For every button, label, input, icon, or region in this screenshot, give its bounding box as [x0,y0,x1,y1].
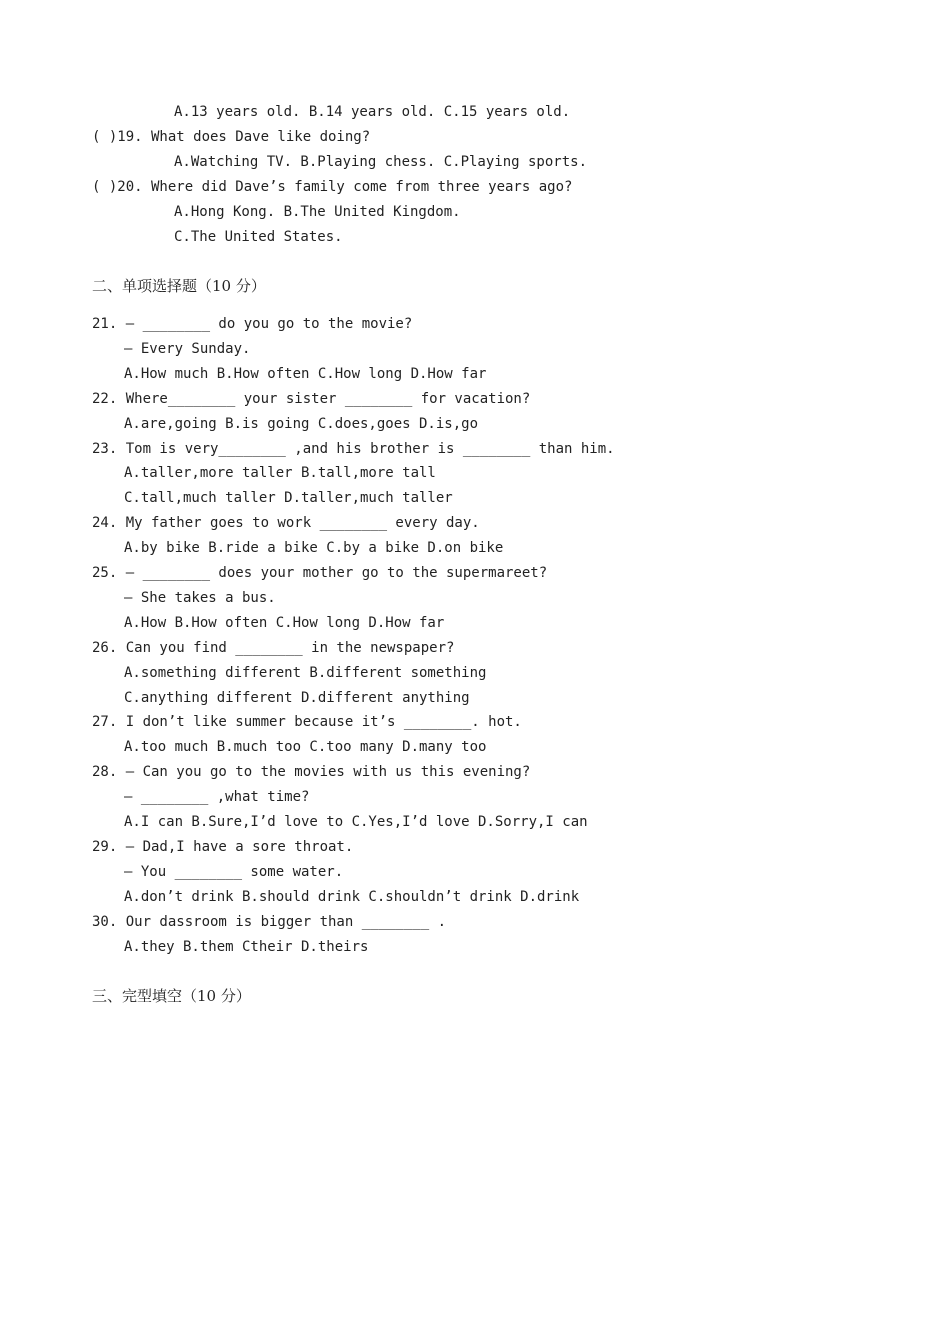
question-line-option: — ________ ,what time? [124,789,310,805]
question-line-option: A.taller,more taller B.tall,more tall [124,465,436,481]
question-line: 25. — ________ does your mother go to the supermareet? [92,565,548,581]
question-line: 26. Can you find ________ in the newspaper? [92,640,455,656]
question-line: 24. My father goes to work ________ every day. [92,515,480,531]
question-18-options: A.13 years old. B.14 years old. C.15 years old. [174,104,571,120]
question-line-option: A.are,going B.is going C.does,goes D.is,go [124,416,479,432]
question-line: 27. I don’t like summer because it’s ________. hot. [92,714,522,730]
question-19-options: A.Watching TV. B.Playing chess. C.Playing sports. [174,154,588,170]
question-line-option: A.How much B.How often C.How long D.How far [124,366,487,382]
question-line-option: C.tall,much taller D.taller,much taller [124,490,453,506]
question-line: 21. — ________ do you go to the movie? [92,316,413,332]
question-line-option: — Every Sunday. [124,341,251,357]
question-20: ( )20. Where did Dave’s family come from three years ago? [92,179,573,195]
question-line-option: A.something different B.different something [124,665,487,681]
question-line: 28. — Can you go to the movies with us this evening? [92,764,531,780]
question-line-option: A.don’t drink B.should drink C.shouldn’t drink D.drink [124,889,580,905]
question-line-option: A.I can B.Sure,I’d love to C.Yes,I’d love D.Sorry,I can [124,814,588,830]
question-20-options-line2: C.The United States. [174,229,343,245]
question-line: 29. — Dad,I have a sore throat. [92,839,354,855]
question-19: ( )19. What does Dave like doing? [92,129,371,145]
question-line-option: C.anything different D.different anything [124,690,470,706]
question-line: 30. Our dassroom is bigger than ________ . [92,914,447,930]
question-line: 22. Where________ your sister ________ for vacation? [92,391,531,407]
question-line: 23. Tom is very________ ,and his brother is ________ than him. [92,441,615,457]
question-line-option: A.How B.How often C.How long D.How far [124,615,445,631]
question-20-options-line1: A.Hong Kong. B.The United Kingdom. [174,204,461,220]
question-line-option: A.by bike B.ride a bike C.by a bike D.on bike [124,540,504,556]
section-2-title: 二、单项选择题（10 分） [92,277,266,295]
section-3-title: 三、完型填空（10 分） [92,987,251,1005]
question-line-option: — She takes a bus. [124,590,276,606]
question-line-option: — You ________ some water. [124,864,344,880]
question-line-option: A.they B.them Ctheir D.theirs [124,939,369,955]
question-line-option: A.too much B.much too C.too many D.many too [124,739,487,755]
